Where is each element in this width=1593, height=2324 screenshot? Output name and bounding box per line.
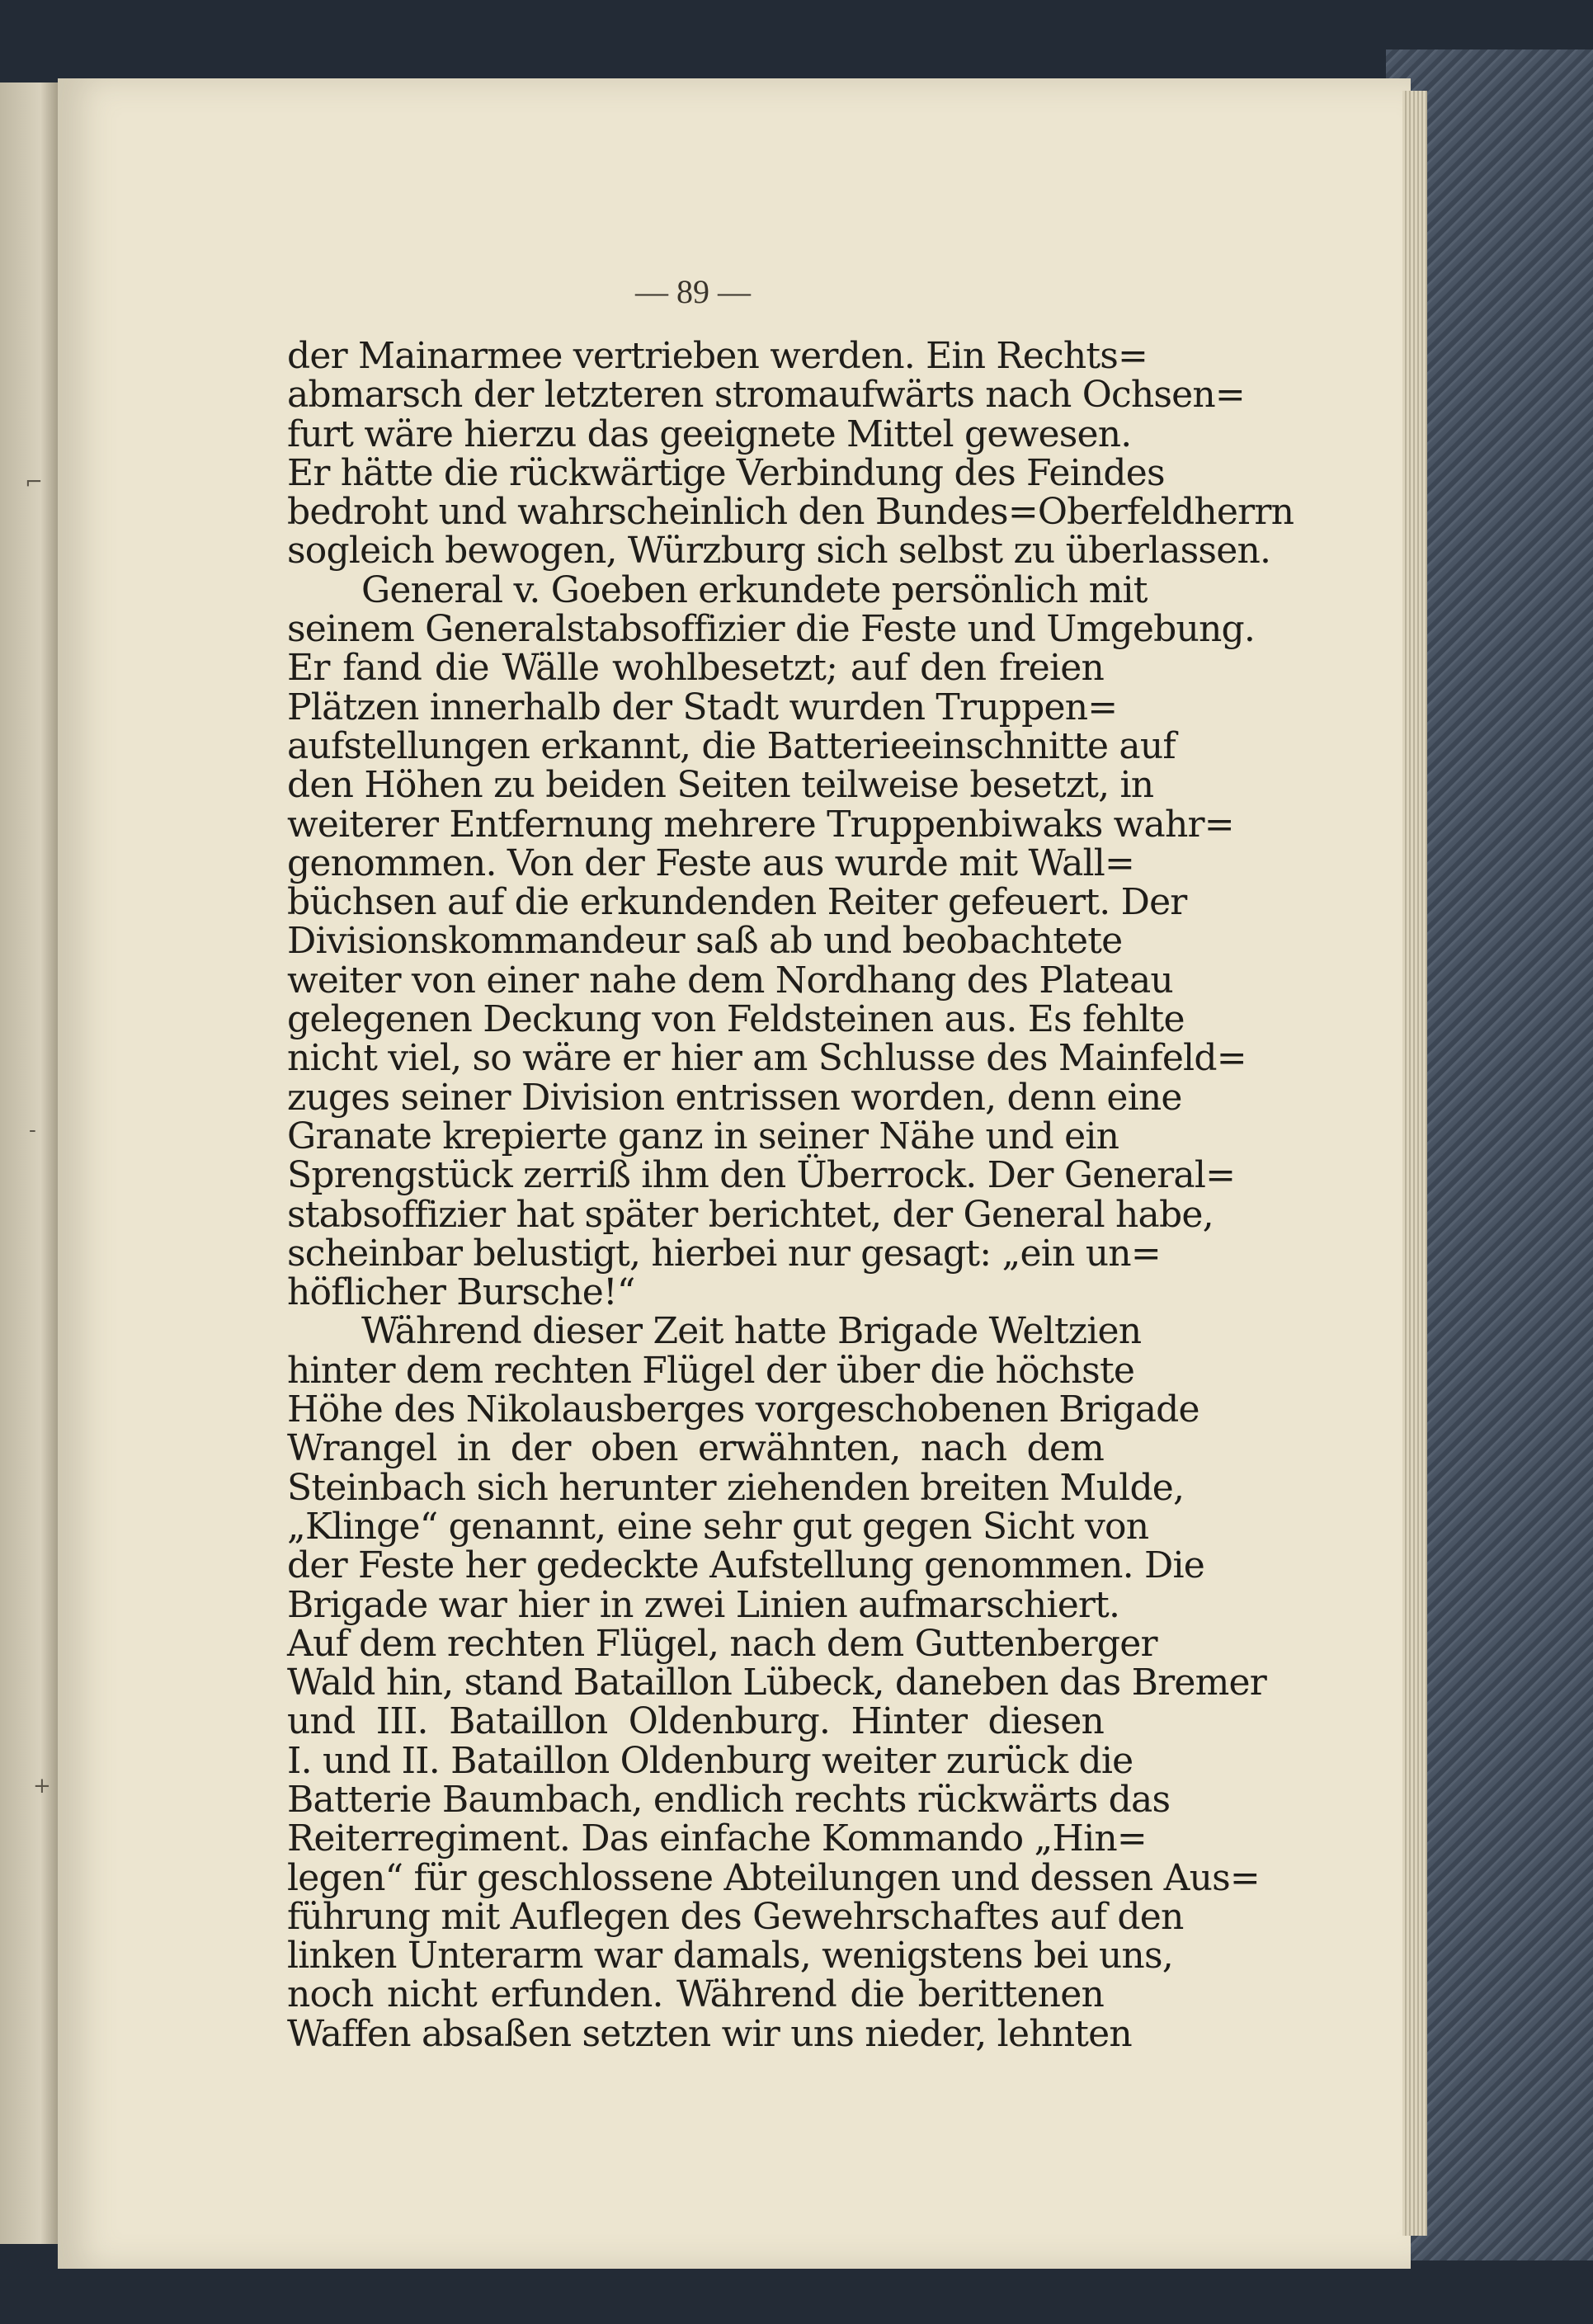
text-line: stabsoffizier hat später berichtet, der General habe, (287, 1193, 1214, 1236)
text-line: Plätzen innerhalb der Stadt wurden Truppen= (287, 686, 1118, 728)
text-line: genommen. Von der Feste aus wurde mit Wall= (287, 841, 1135, 884)
page-number: — 89 — (635, 273, 751, 310)
margin-mark: ⌐ (25, 470, 43, 495)
text-line: Divisionskommandeur saß ab und beobachtete (287, 920, 1123, 963)
text-line: aufstellungen erkannt, die Batterieeinschnitte auf (287, 724, 1176, 767)
text-line: Batterie Baumbach, endlich rechts rückwärts das (287, 1778, 1171, 1821)
text-line: „Klinge“ genannt, eine sehr gut gegen Sicht von (287, 1505, 1149, 1548)
text-line: Wrangel in der oben erwähnten, nach dem (287, 1427, 1104, 1470)
text-line: Er hätte die rückwärtige Verbindung des Feindes (287, 451, 1165, 494)
text-line: noch nicht erfunden. Während die berittenen (287, 1973, 1104, 2016)
text-line: und III. Bataillon Oldenburg. Hinter diesen (287, 1700, 1104, 1743)
text-line: Waffen absaßen setzten wir uns nieder, lehnten (287, 2012, 1132, 2055)
text-line: nicht viel, so wäre er hier am Schlusse des Mainfeld= (287, 1037, 1247, 1080)
text-line: Höhe des Nikolausberges vorgeschobenen Brigade (287, 1388, 1199, 1431)
text-line: Er fand die Wälle wohlbesetzt; auf den freien (287, 647, 1104, 690)
text-line: gelegenen Deckung von Feldsteinen aus. Es fehlte (287, 998, 1185, 1041)
text-line: weiter von einer nahe dem Nordhang des Plateau (287, 959, 1173, 1002)
page-stack-edge (1402, 91, 1427, 2236)
text-line: bedroht und wahrscheinlich den Bundes=Oberfeldherrn (287, 491, 1294, 534)
text-line: furt wäre hierzu das geeignete Mittel gewesen. (287, 412, 1132, 455)
text-line: büchsen auf die erkundenden Reiter gefeuert. Der (287, 881, 1187, 924)
margin-mark: - (29, 1118, 36, 1143)
text-line: Reiterregiment. Das einfache Kommando „Hin= (287, 1817, 1147, 1860)
text-line: der Mainarmee vertrieben werden. Ein Rechts= (287, 335, 1148, 377)
text-line: zuges seiner Division entrissen worden, denn eine (287, 1076, 1182, 1119)
text-line: hinter dem rechten Flügel der über die höchste (287, 1349, 1135, 1392)
text-line: abmarsch der letzteren stromaufwärts nach Ochsen= (287, 374, 1246, 417)
text-line: Granate krepierte ganz in seiner Nähe und ein (287, 1115, 1119, 1157)
text-line: Auf dem rechten Flügel, nach dem Guttenberger (287, 1622, 1157, 1665)
text-line: weiterer Entfernung mehrere Truppenbiwaks wahr= (287, 803, 1234, 846)
text-line: linken Unterarm war damals, wenigstens bei uns, (287, 1935, 1173, 1978)
text-line: Brigade war hier in zwei Linien aufmarschiert. (287, 1583, 1120, 1626)
page-body-text (287, 335, 1294, 2055)
left-page-edge (0, 82, 58, 2244)
text-line: General v. Goeben erkundete persönlich mit (361, 568, 1148, 611)
margin-mark: + (33, 1774, 51, 1798)
text-line: Sprengstück zerriß ihm den Überrock. Der General= (287, 1154, 1236, 1197)
text-line: den Höhen zu beiden Seiten teilweise besetzt, in (287, 764, 1154, 807)
text-line: der Feste her gedeckte Aufstellung genommen. Die (287, 1544, 1204, 1587)
text-line: führung mit Auflegen des Gewehrschaftes auf den (287, 1895, 1184, 1938)
text-line: Während dieser Zeit hatte Brigade Weltzien (361, 1310, 1142, 1353)
text-line: scheinbar belustigt, hierbei nur gesagt: „ein un= (287, 1232, 1161, 1275)
text-line: seinem Generalstabsoffizier die Feste und Umgebung. (287, 608, 1256, 651)
text-line: höflicher Bursche!“ (287, 1271, 635, 1314)
text-line: sogleich bewogen, Würzburg sich selbst zu überlassen. (287, 530, 1271, 573)
text-line: Wald hin, stand Bataillon Lübeck, daneben das Bremer (287, 1662, 1266, 1704)
text-line: legen“ für geschlossene Abteilungen und dessen Aus= (287, 1856, 1260, 1899)
text-line: Steinbach sich herunter ziehenden breiten Mulde, (287, 1466, 1185, 1509)
text-line: I. und II. Bataillon Oldenburg weiter zurück die (287, 1739, 1133, 1782)
